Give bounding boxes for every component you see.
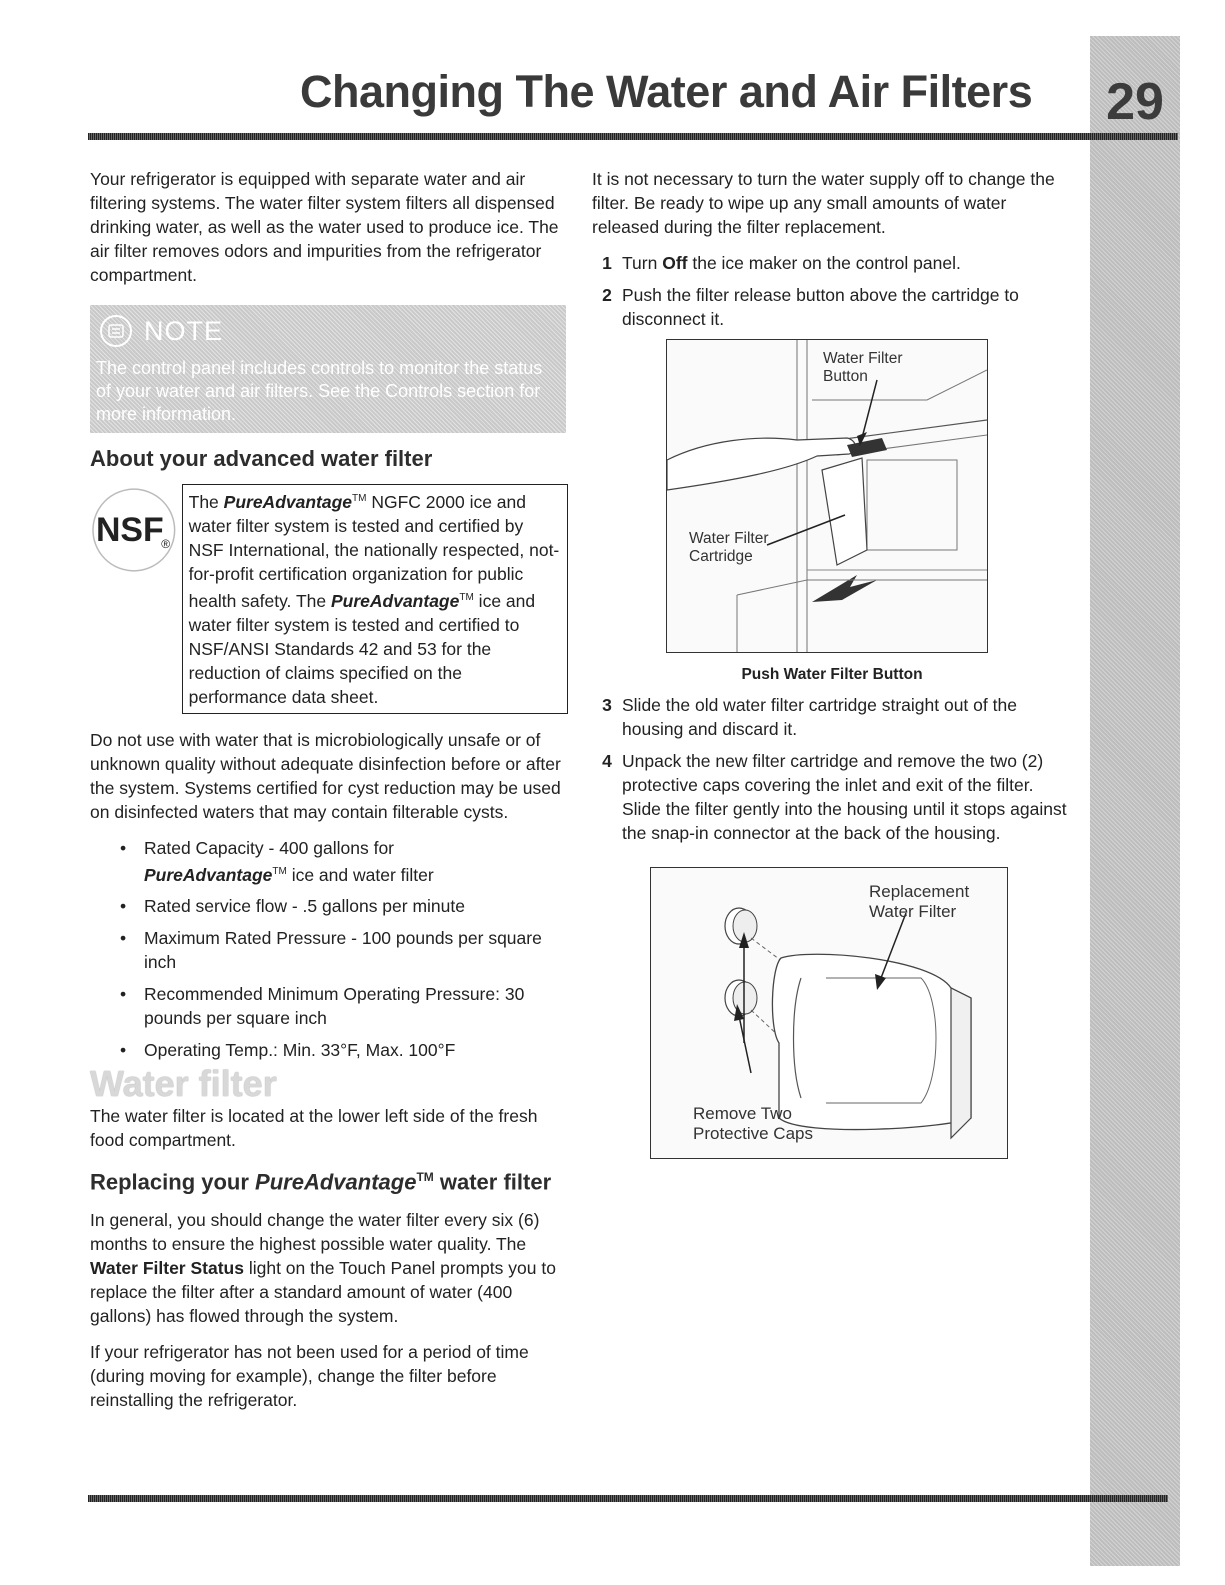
intro-paragraph: Your refrigerator is equipped with separate water and air filtering systems. The water filter system filters all dispensed drinking water, as well as the water used to produce ice. The air filter removes odors and impurities from the refrigerator compartment. — [90, 169, 559, 285]
page-number: 29 — [1106, 73, 1164, 131]
left-column — [90, 167, 568, 1424]
list-item: 4 Unpack the new filter cartridge and remove the two (2) protective caps covering the inlet and exit of the filter. Slide the filter gently into the housing until it stops against the snap-in connector at the back of the housing. — [602, 751, 1067, 843]
replacement-filter-label: Replacement Water Filter — [869, 882, 970, 921]
water-filter-text: The water filter is located at the lower left side of the fresh food compartment. — [90, 1106, 538, 1151]
note-label: NOTE — [144, 316, 224, 346]
note-text: The control panel includes controls to monitor the status of your water and air filters. See the Controls section for more information. — [96, 358, 543, 424]
replacing-heading: Replacing your PureAdvantage™ water filter — [90, 1169, 552, 1195]
svg-text:®: ® — [161, 536, 171, 551]
about-heading: About your advanced water filter — [90, 446, 433, 471]
nsf-text-box: The PureAdvantage™ NGFC 2000 ice and water filter system is tested and certified by NSF International, the nationally respected, not-for-profit certification organization for public health safety. The PureAdvantage™ ice and water filter system is tested and certified to NSF/ANSI Standards 42 and 53 for the reduction of claims specified on the performance data sheet. — [182, 484, 568, 714]
list-item: 3 Slide the old water filter cartridge straight out of the housing and discard it. — [602, 695, 1017, 739]
list-item: • Maximum Rated Pressure - 100 pounds per square inch — [120, 926, 568, 974]
list-item: • Rated Capacity - 400 gallons for PureAdvantage™ ice and water filter — [120, 836, 568, 887]
steps-list — [592, 251, 1077, 331]
water-filter-button-label: Water Filter Button — [823, 350, 903, 385]
note-header — [100, 315, 223, 347]
general-paragraph: In general, you should change the water filter every six (6) months to ensure the highest possible water quality. The Water Filter Status light on the Touch Panel prompts you to replace the filter after a standard amount of water (400 gallons) has flowed through the system. — [90, 1209, 556, 1326]
list-item: 1 Turn Off the ice maker on the control panel. — [602, 253, 961, 273]
bottom-rule — [88, 1495, 1168, 1502]
list-item: • Recommended Minimum Operating Pressure: 30 pounds per square inch — [120, 982, 568, 1030]
moving-paragraph: If your refrigerator has not been used for a period of time (during moving for example), change the filter before reinstalling the refrigerator. — [90, 1341, 529, 1410]
nsf-logo — [90, 486, 178, 574]
spec-list — [90, 836, 568, 1063]
warning-paragraph: Do not use with water that is microbiologically unsafe or of unknown quality without adequate disinfection before or after the system. Systems certified for cyst reduction may be used on disinfected waters that may contain filterable cysts. — [90, 729, 561, 822]
replacement-filter-illustration — [650, 867, 1008, 1159]
note-icon — [100, 315, 132, 347]
water-filter-cartridge-label: Water Filter Cartridge — [689, 530, 769, 565]
list-item: 2 Push the filter release button above the cartridge to disconnect it. — [602, 285, 1019, 329]
svg-text:NSF: NSF — [95, 510, 164, 549]
water-filter-heading: Water filter — [90, 1063, 277, 1105]
list-item: • Operating Temp.: Min. 33°F, Max. 100°F — [120, 1038, 568, 1062]
page-number-tab — [1090, 36, 1180, 1566]
nsf-section — [90, 484, 568, 714]
protective-caps-label: Remove Two Protective Caps — [693, 1104, 813, 1143]
steps-list-continued — [592, 693, 1077, 845]
figure-caption: Push Water Filter Button — [741, 666, 923, 683]
list-item: • Rated service flow - .5 gallons per minute — [120, 894, 568, 918]
right-column — [592, 167, 1077, 1159]
right-intro-paragraph: It is not necessary to turn the water supply off to change the filter. Be ready to wipe up any small amounts of water released during the filter replacement. — [592, 169, 1055, 237]
top-rule — [88, 133, 1178, 140]
push-button-illustration — [666, 339, 988, 653]
page-title: Changing The Water and Air Filters — [300, 66, 1033, 117]
note-box — [90, 305, 566, 433]
